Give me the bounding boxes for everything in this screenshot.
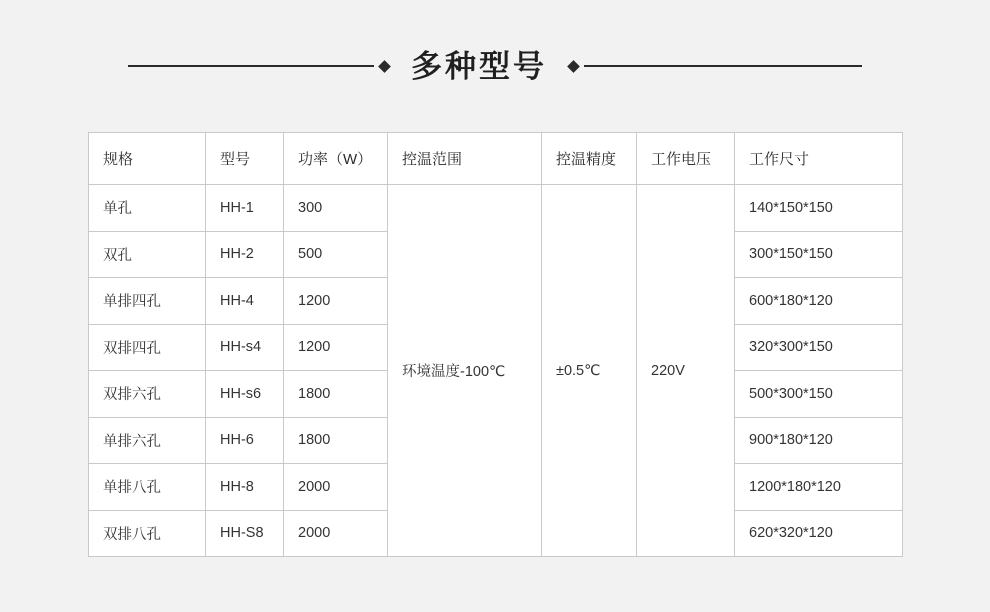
cell-size: 300*150*150 bbox=[735, 231, 903, 278]
table-row bbox=[89, 185, 903, 232]
header-cell-spec: 规格 bbox=[89, 133, 206, 185]
table-header-row bbox=[89, 133, 903, 185]
cell-power: 1800 bbox=[284, 417, 388, 464]
cell-model: HH-2 bbox=[206, 231, 284, 278]
cell-spec: 单排四孔 bbox=[89, 278, 206, 325]
section-title bbox=[0, 36, 990, 96]
cell-size: 900*180*120 bbox=[735, 417, 903, 464]
cell-temp-range: 环境温度-100℃ bbox=[388, 185, 542, 557]
header-cell-voltage: 工作电压 bbox=[637, 133, 735, 185]
cell-power: 2000 bbox=[284, 510, 388, 557]
page-title: 多种型号 bbox=[411, 48, 547, 84]
title-rule-left bbox=[128, 65, 374, 67]
cell-power: 1200 bbox=[284, 278, 388, 325]
cell-size: 140*150*150 bbox=[735, 185, 903, 232]
cell-model: HH-s6 bbox=[206, 371, 284, 418]
spec-table bbox=[88, 132, 903, 557]
cell-size: 320*300*150 bbox=[735, 324, 903, 371]
cell-power: 1200 bbox=[284, 324, 388, 371]
cell-size: 500*300*150 bbox=[735, 371, 903, 418]
cell-model: HH-8 bbox=[206, 464, 284, 511]
cell-model: HH-s4 bbox=[206, 324, 284, 371]
cell-size: 600*180*120 bbox=[735, 278, 903, 325]
spec-table-wrapper bbox=[88, 132, 902, 557]
cell-voltage: 220V bbox=[637, 185, 735, 557]
cell-spec: 单孔 bbox=[89, 185, 206, 232]
cell-spec: 双排六孔 bbox=[89, 371, 206, 418]
cell-size: 1200*180*120 bbox=[735, 464, 903, 511]
title-rule-right bbox=[584, 65, 862, 67]
cell-model: HH-1 bbox=[206, 185, 284, 232]
cell-power: 1800 bbox=[284, 371, 388, 418]
cell-power: 500 bbox=[284, 231, 388, 278]
cell-power: 2000 bbox=[284, 464, 388, 511]
header-cell-temp-accuracy: 控温精度 bbox=[542, 133, 637, 185]
cell-spec: 双排四孔 bbox=[89, 324, 206, 371]
header-cell-power: 功率（W） bbox=[284, 133, 388, 185]
cell-temp-accuracy: ±0.5℃ bbox=[542, 185, 637, 557]
cell-spec: 单排八孔 bbox=[89, 464, 206, 511]
diamond-left-icon bbox=[378, 60, 391, 73]
cell-size: 620*320*120 bbox=[735, 510, 903, 557]
cell-spec: 双排八孔 bbox=[89, 510, 206, 557]
cell-model: HH-6 bbox=[206, 417, 284, 464]
cell-model: HH-S8 bbox=[206, 510, 284, 557]
cell-spec: 双孔 bbox=[89, 231, 206, 278]
header-cell-temp-range: 控温范围 bbox=[388, 133, 542, 185]
cell-model: HH-4 bbox=[206, 278, 284, 325]
cell-spec: 单排六孔 bbox=[89, 417, 206, 464]
header-cell-model: 型号 bbox=[206, 133, 284, 185]
header-cell-size: 工作尺寸 bbox=[735, 133, 903, 185]
cell-power: 300 bbox=[284, 185, 388, 232]
diamond-right-icon bbox=[567, 60, 580, 73]
